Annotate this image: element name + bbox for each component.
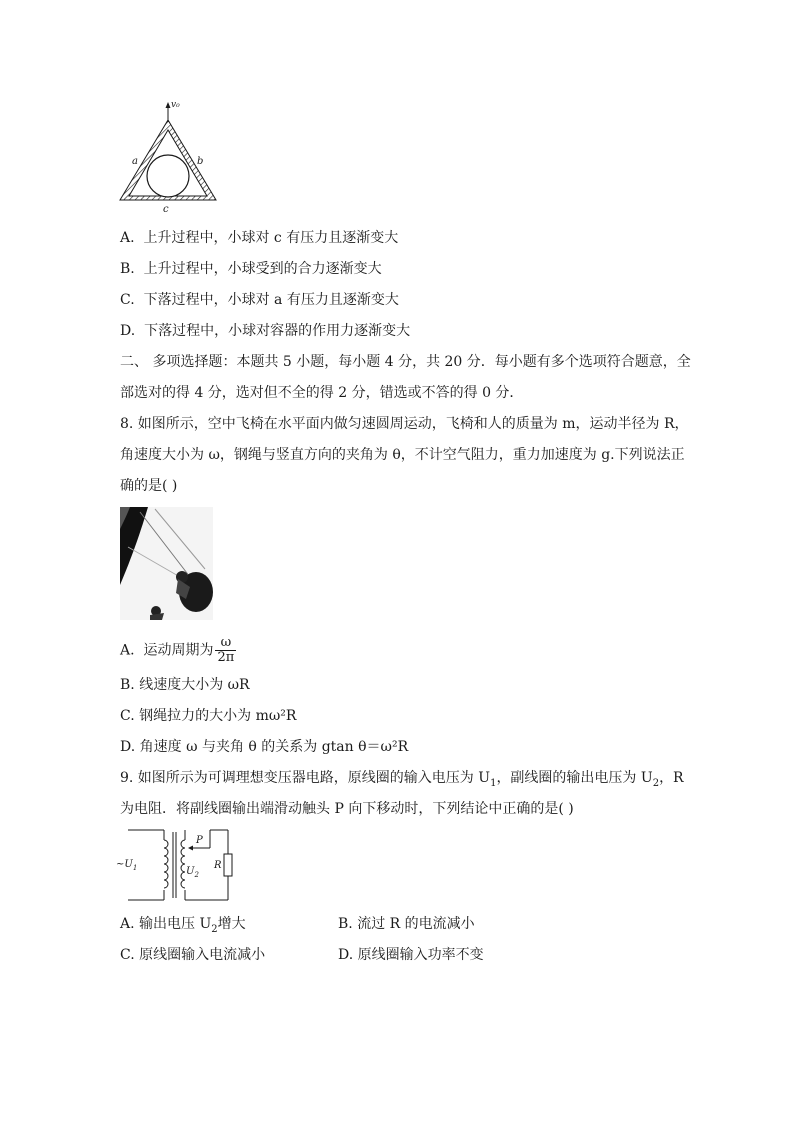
q8-option-c: C. 钢绳拉力的大小为 mω²R	[120, 708, 297, 724]
section2-instructions-line1: 二、 多项选择题：本题共 5 小题，每小题 4 分，共 20 分．每小题有多个选项符合题意，全	[120, 354, 691, 370]
swing-ride-image	[120, 507, 213, 620]
p-label: P	[196, 835, 203, 846]
side-a-label: a	[132, 156, 138, 167]
velocity-label: v₀	[171, 100, 180, 110]
q9-option-c: C. 原线圈输入电流减小	[120, 947, 266, 963]
q9-stem-line1: 9. 如图所示为可调理想变压器电路，原线圈的输入电压为 $U_1$，副线圈的输出电压为 $U_2$，R	[120, 770, 684, 789]
q8-stem-line2: 角速度大小为 ω，钢绳与竖直方向的夹角为 θ，不计空气阻力，重力加速度为 g.下列说法正	[120, 447, 685, 463]
q7-option-b: B. 上升过程中，小球受到的合力逐渐变大	[120, 261, 382, 277]
q8-stem-line3: 确的是( )	[120, 478, 178, 494]
period-fraction: $\frac{\omega}{2\pi}$	[217, 635, 235, 665]
q9-option-a: A. 输出电压 $U_2$增大	[120, 916, 246, 935]
transformer-circuit-diagram	[118, 826, 248, 906]
transformer-circuit-figure	[118, 826, 248, 906]
u2-label: $U_2$	[186, 866, 199, 879]
u1-label: $\sim U_1$	[116, 859, 138, 872]
q9-stem-line2: 为电阻．将副线圈输出端滑动触头 P 向下移动时，下列结论中正确的是( )	[120, 801, 574, 817]
q9-option-b: B. 流过 R 的电流减小	[338, 916, 475, 932]
q7-option-d: D. 下落过程中，小球对容器的作用力逐渐变大	[120, 323, 411, 339]
q7-option-c: C. 下落过程中，小球对 a 有压力且逐渐变大	[120, 292, 399, 308]
q9-option-d: D. 原线圈输入功率不变	[338, 947, 484, 963]
side-b-label: b	[197, 156, 204, 167]
swing-ride-photo	[120, 507, 213, 620]
side-c-label: c	[163, 204, 169, 215]
triangle-container-figure	[110, 100, 230, 218]
q7-option-a: A. 上升过程中，小球对 c 有压力且逐渐变大	[120, 230, 399, 246]
q8-stem-line1: 8. 如图所示，空中飞椅在水平面内做匀速圆周运动，飞椅和人的质量为 m，运动半径为 R，	[120, 416, 689, 432]
q8-option-a: A. 运动周期为 $\frac{\omega}{2\pi}$	[120, 635, 235, 665]
q8-option-d: D. 角速度 ω 与夹角 θ 的关系为 gtan θ＝ω²R	[120, 739, 409, 755]
r-label: R	[214, 860, 222, 871]
triangle-container-diagram	[110, 100, 230, 218]
section2-instructions-line2: 部选对的得 4 分，选对但不全的得 2 分，错选或不答的得 0 分．	[120, 385, 524, 401]
q8-option-b: B. 线速度大小为 ωR	[120, 677, 250, 693]
